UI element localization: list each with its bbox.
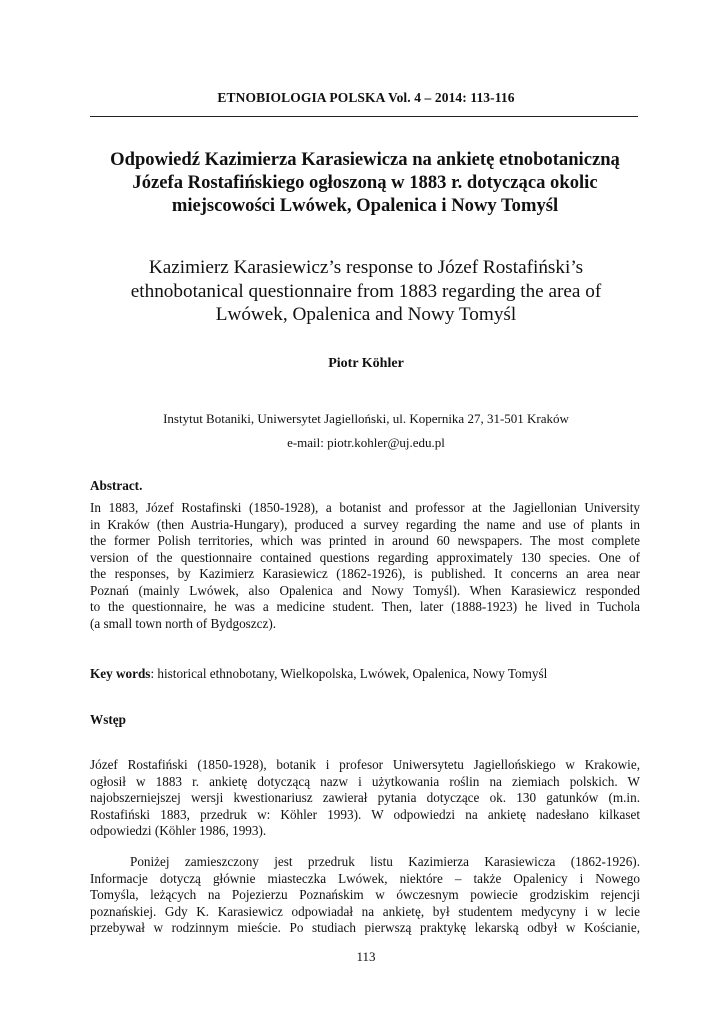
page-number: 113: [356, 949, 376, 964]
abstract-line: the responses, by Kazimierz Karasiewicz (1862-1926), is published. It concerns an area near: [90, 566, 640, 581]
title-english: [92, 256, 640, 327]
paragraph-line: Informacje dotyczą głównie miasteczka Lwówek, niektóre – także Opalenicy i Nowego: [90, 870, 640, 886]
title-polish-line: Józefa Rostafińskiego ogłoszoną w 1883 r. dotycząca okolic: [132, 172, 598, 193]
title-polish-line: Odpowiedź Kazimierza Karasiewicza na ankietę etnobotaniczną: [110, 149, 620, 170]
paragraph-2: [90, 854, 640, 937]
keywords-label: Key words: [90, 666, 151, 681]
paragraph-line: poznańskiej. Gdy K. Karasiewicz odpowiadał na ankietę, był studentem medycyny i w lecie: [90, 903, 640, 919]
header-rule: [90, 116, 638, 117]
abstract-line: (a small town north of Bydgoszcz).: [90, 615, 277, 631]
paragraph-line: ogłosił w 1883 r. ankietę dotyczącą nazw i użytkowania roślin na ziemiach polskich. W: [90, 773, 640, 789]
title-polish-line: miejscowości Lwówek, Opalenica i Nowy Tomyśl: [171, 195, 559, 216]
paragraph-line: Tomyśla, leżących na Pojezierzu Poznańskim w ówczesnym powiecie grodziskim rejencji: [90, 887, 640, 902]
author-affiliation-block: [92, 407, 640, 455]
email: e-mail: piotr.kohler@uj.edu.pl: [287, 435, 445, 450]
abstract-line: version of the questionnaire contained questions regarding approximately 130 species. One of: [90, 549, 640, 565]
keywords-text: : historical ethnobotany, Wielkopolska, Lwówek, Opalenica, Nowy Tomyśl: [150, 666, 548, 681]
paragraph-line: Józef Rostafiński (1850-1928), botanik i profesor Uniwersytetu Jagiellońskiego w Krakowie,: [90, 757, 640, 772]
section-heading: Wstęp: [90, 712, 126, 727]
paragraph-line: przebywał w rodzinnym mieście. Po studiach pierwszą praktykę lekarską odbył w Kościanie,: [90, 920, 640, 935]
title-polish: [80, 148, 650, 217]
title-english-line: ethnobotanical questionnaire from 1883 regarding the area of: [130, 280, 602, 302]
abstract-line: in Kraków (then Austria-Hungary), produced a survey regarding the name and use of plants in: [90, 516, 640, 532]
title-english-line: Lwówek, Opalenica and Nowy Tomyśl: [215, 304, 517, 325]
abstract-line: Poznań (mainly Lwówek, also Opalenica and Nowy Tomyśl). When Karasiewicz responded: [90, 582, 640, 598]
author-name: Piotr Köhler: [328, 356, 404, 371]
paragraph-line: Poniżej zamieszczony jest przedruk listu Kazimierza Karasiewicza (1862-1926).: [130, 854, 640, 869]
abstract-line: In 1883, Józef Rostafinski (1850-1928), a botanist and professor at the Jagiellonian University: [90, 500, 640, 515]
paragraph-line: Rostafiński 1883, przedruk w: Köhler 1993). W odpowiedzi na ankietę nadesłano kilkaset: [90, 806, 640, 822]
affiliation: Instytut Botaniki, Uniwersytet Jagielloński, ul. Kopernika 27, 31-501 Kraków: [163, 411, 569, 426]
journal-header: ETNOBIOLOGIA POLSKA Vol. 4 – 2014: 113-116: [217, 90, 515, 105]
abstract-heading: Abstract.: [90, 478, 143, 493]
title-english-line: Kazimierz Karasiewicz’s response to Józef Rostafiński’s: [148, 257, 584, 278]
paragraph-line: najobszerniejszej wersji kwestionariusz zawierał pytania dotyczące ok. 130 gatunków (m.in.: [90, 790, 640, 805]
abstract-line: to the questionnaire, he was a medicine student. Then, later (1888-1923) he lived in Tuchola: [90, 599, 640, 614]
abstract-line: the former Polish territories, which was printed in around 60 newspapers. The most complete: [90, 533, 640, 548]
abstract-body: [90, 500, 640, 632]
paragraph-1: [90, 757, 640, 840]
paragraph-line: odpowiedzi (Köhler 1986, 1993).: [90, 823, 267, 838]
keywords: [90, 666, 547, 682]
